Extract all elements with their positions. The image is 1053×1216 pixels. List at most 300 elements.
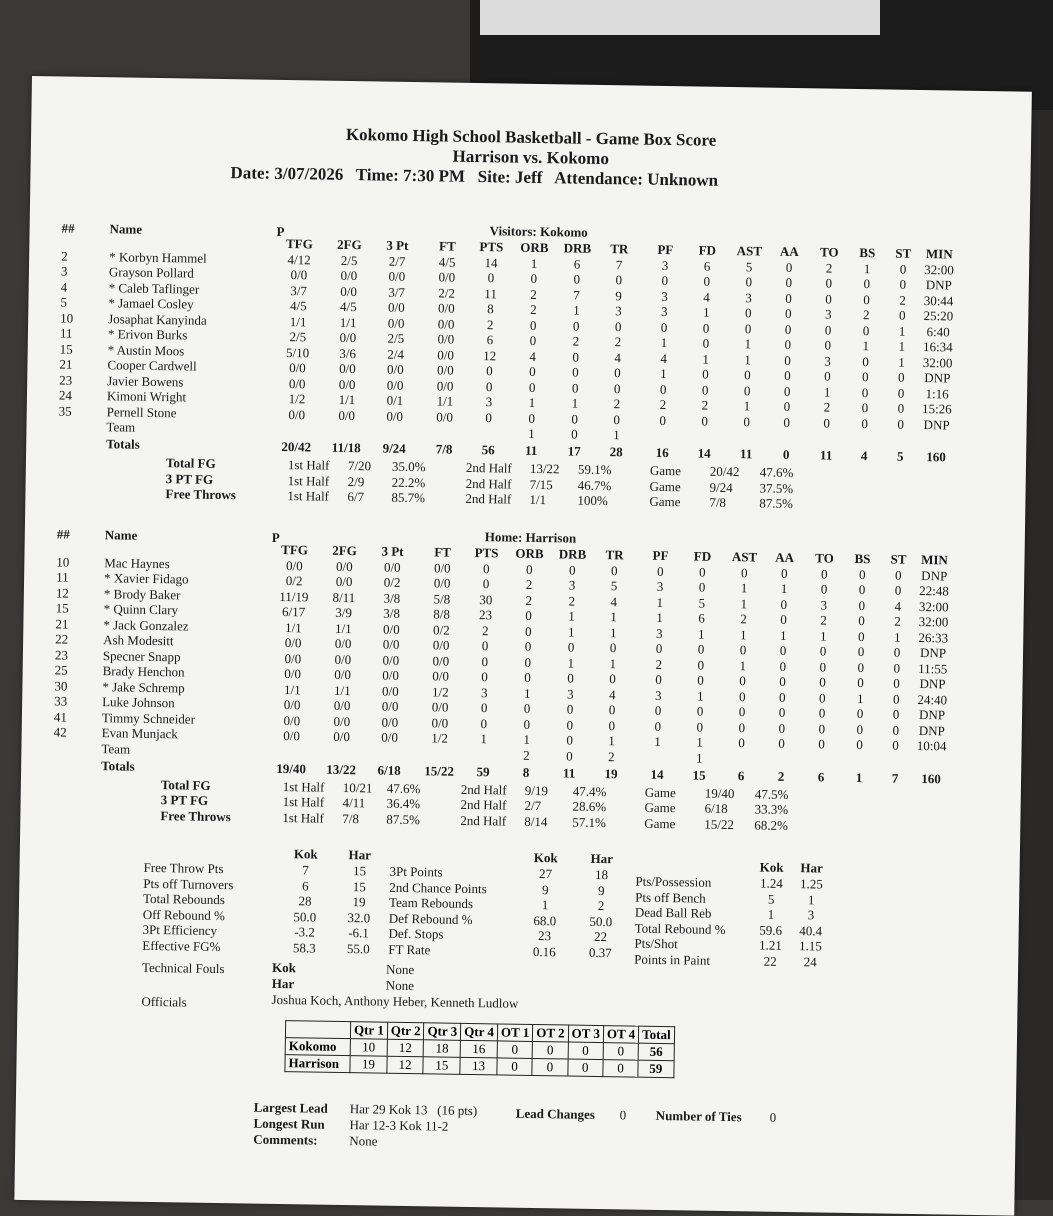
- player-stat: 0: [897, 400, 905, 416]
- player-stat: 0: [485, 378, 493, 394]
- player-stat: 0: [784, 367, 791, 383]
- player-stat: 0/0: [289, 360, 306, 376]
- stat-har-value: 1.15: [798, 938, 822, 954]
- split-value: Game: [644, 815, 676, 831]
- team-row-label: Team: [106, 419, 136, 435]
- player-stat: 0: [523, 716, 531, 732]
- player-stat: 0: [783, 414, 791, 430]
- player-stat: 0/0: [432, 652, 450, 669]
- stat-label: Pts/Possession: [635, 873, 712, 890]
- player-stat: 0: [613, 380, 621, 396]
- stats-header-har: Har: [590, 850, 614, 867]
- player-stat: 1: [863, 260, 871, 276]
- team-drb: 0: [566, 747, 573, 764]
- player-number: 42: [53, 724, 67, 740]
- player-stat: 0: [528, 410, 536, 426]
- totals-stat: 7: [891, 770, 899, 786]
- stat-har-value: 24: [803, 954, 817, 970]
- player-number: 10: [60, 309, 74, 326]
- player-stat: 4/5: [438, 253, 456, 270]
- player-stat: 0: [823, 414, 831, 431]
- player-number: 10: [56, 553, 70, 570]
- quarter-score: 0: [532, 1041, 568, 1059]
- player-stat: 23: [478, 607, 493, 623]
- quarter-score: 10: [350, 1039, 387, 1057]
- player-stat: 2: [820, 612, 827, 628]
- player-stat: 0: [572, 364, 579, 380]
- split-value: Game: [649, 493, 681, 510]
- quarter-scores-table: [284, 1020, 674, 1078]
- totals-stat: 11: [562, 764, 576, 781]
- stat-label: Pts/Shot: [634, 935, 678, 952]
- player-stat: 0: [571, 411, 579, 427]
- player-name: Mac Haynes: [104, 554, 170, 571]
- player-stat: 0: [780, 611, 787, 627]
- player-stat: 1: [819, 627, 827, 644]
- split-value: Game: [649, 462, 682, 479]
- player-stat: 0: [857, 675, 864, 691]
- split-value: 13/22: [529, 460, 560, 477]
- player-stat: 0/0: [339, 360, 356, 377]
- col-header-aa: AA: [775, 549, 795, 566]
- player-stat: 0: [661, 272, 669, 289]
- player-stat: 0: [486, 363, 493, 379]
- totals-stat: 11: [524, 442, 538, 458]
- player-stat: 0: [566, 716, 574, 733]
- player-stat: 0: [863, 276, 871, 292]
- comments-label: Comments:: [253, 1131, 318, 1148]
- player-stat: 1: [739, 657, 747, 673]
- stat-har-value: 19: [352, 894, 366, 910]
- col-header-ft: FT: [434, 544, 452, 560]
- stat-kok-value: 9: [541, 881, 549, 897]
- player-stat: 1/1: [289, 313, 307, 329]
- player-stat: 1: [739, 626, 747, 642]
- split-value: 1/1: [529, 491, 547, 508]
- player-stat: 0: [485, 409, 493, 425]
- box-score-sheet: [14, 76, 1032, 1216]
- player-stat: 3: [824, 352, 831, 369]
- player-stat: 0: [778, 689, 786, 705]
- col-header-ft: FT: [438, 238, 456, 254]
- totals-stat: 15/22: [424, 762, 455, 779]
- stat-kok-value: 5: [767, 891, 775, 907]
- player-stat: 0: [780, 596, 788, 612]
- split-value: 1st Half: [282, 778, 325, 795]
- totals-stat: 11/18: [331, 439, 361, 456]
- col-header-2fg: 2FG: [332, 542, 357, 559]
- player-stat: 26:33: [918, 629, 949, 645]
- technical-har-label: Har: [271, 975, 295, 991]
- split-value: 10/21: [342, 779, 373, 795]
- col-header-min: MIN: [921, 552, 948, 568]
- player-stat: 0/0: [333, 713, 351, 729]
- player-stat: 0/0: [386, 377, 404, 393]
- col-header-st: ST: [895, 245, 912, 261]
- player-stat: 0/0: [432, 668, 450, 684]
- player-stat: 4/5: [339, 298, 357, 315]
- stat-har-value: -6.1: [348, 925, 369, 941]
- col-header-pf: PF: [652, 547, 669, 564]
- player-stat: 0: [897, 416, 905, 432]
- totals-stat: 4: [860, 448, 868, 464]
- player-stat: 0: [614, 365, 621, 381]
- player-stat: 1: [654, 733, 661, 749]
- split-label: Total FG: [165, 455, 216, 471]
- player-stat: 6: [703, 258, 711, 274]
- player-stat: 4: [660, 350, 668, 366]
- player-stat: 4: [529, 348, 537, 364]
- split-value: 68.2%: [754, 816, 789, 833]
- split-value: 7/15: [529, 476, 553, 492]
- player-stat: 0: [739, 642, 747, 658]
- split-value: 4/11: [342, 794, 366, 811]
- player-stat: 2: [614, 334, 622, 350]
- player-stat: 4: [608, 686, 616, 702]
- player-stat: 0: [819, 674, 826, 690]
- player-stat: 0/0: [339, 329, 357, 346]
- player-stat: 0: [862, 353, 869, 369]
- player-stat: 0: [530, 270, 538, 286]
- player-stat: 0: [743, 382, 751, 398]
- player-stat: 0/0: [431, 699, 449, 715]
- player-stat: 3: [656, 578, 664, 594]
- player-stat: 0: [529, 363, 536, 379]
- player-stat: 1: [779, 627, 787, 643]
- col-header-tfg: TFG: [285, 236, 313, 252]
- officials-label: Officials: [141, 993, 187, 1010]
- player-stat: 0/0: [334, 666, 352, 683]
- player-stat: 3/6: [339, 345, 357, 361]
- split-value: 57.1%: [572, 814, 607, 830]
- split-value: 1st Half: [287, 457, 330, 473]
- quarter-header: OT 3: [568, 1025, 604, 1043]
- player-stat: 0/0: [333, 728, 351, 745]
- player-stat: 1: [696, 688, 704, 704]
- player-stat: 3/8: [383, 605, 401, 621]
- largest-lead-value: Har 29 Kok 13 (16 pts): [349, 1101, 478, 1119]
- quarter-header: Qtr 1: [350, 1022, 387, 1040]
- player-name: * Austin Moos: [107, 341, 185, 358]
- player-stat: 3: [824, 306, 832, 322]
- background-wall: [480, 0, 880, 35]
- player-stat: 1: [480, 731, 488, 747]
- col-header-2fg: 2FG: [336, 236, 362, 253]
- player-stat: 0/0: [334, 651, 352, 667]
- player-stat: 1: [740, 595, 748, 611]
- player-stat: 3: [568, 577, 576, 593]
- stat-kok-value: 1.21: [758, 937, 782, 954]
- visitors-team-label: Visitors: Kokomo: [489, 223, 588, 240]
- split-value: 28.6%: [572, 798, 607, 815]
- player-stat: 10:04: [916, 737, 947, 754]
- player-stat: 22:48: [919, 583, 949, 599]
- totals-stat: 13/22: [326, 761, 357, 777]
- split-value: 1st Half: [282, 809, 325, 826]
- player-stat: 0: [697, 672, 704, 688]
- player-name: Grayson Pollard: [108, 264, 194, 281]
- col-header-aa: AA: [779, 243, 799, 260]
- player-stat: 0/0: [283, 728, 301, 744]
- split-value: 1st Half: [287, 472, 330, 489]
- report-title: Kokomo High School Basketball - Game Box Score: [345, 124, 717, 150]
- stat-kok-value: 7: [302, 862, 309, 878]
- player-stat: 1: [567, 654, 575, 671]
- player-number: 30: [54, 677, 68, 694]
- player-name: * Caleb Taflinger: [108, 279, 200, 297]
- comments-value: None: [349, 1133, 378, 1149]
- player-stat: 0: [654, 718, 662, 734]
- stat-label: Def Rebound %: [388, 910, 473, 927]
- player-stat: 0: [525, 561, 533, 577]
- totals-stat: 19: [604, 765, 618, 781]
- col-header-drb: DRB: [563, 240, 592, 256]
- player-stat: 0: [740, 564, 748, 580]
- team-tr: 1: [613, 427, 620, 443]
- stat-har-value: 32.0: [347, 909, 371, 926]
- player-stat: 1/1: [333, 682, 351, 698]
- player-name: Specner Snapp: [102, 647, 181, 664]
- player-stat: 0/0: [431, 714, 449, 731]
- split-value: 1st Half: [282, 794, 325, 810]
- player-stat: 0: [825, 290, 832, 307]
- player-stat: 0: [778, 735, 785, 751]
- player-stat: 0: [568, 561, 576, 578]
- stat-har-value: 15: [352, 863, 367, 879]
- player-name: * Jamael Cosley: [108, 295, 194, 312]
- player-stat: 1: [567, 623, 575, 640]
- player-stat: 0: [523, 700, 531, 716]
- player-stat: 1/1: [339, 314, 357, 330]
- player-stat: 5: [610, 578, 618, 594]
- quarter-score: 13: [460, 1057, 497, 1075]
- player-stat: 0/0: [382, 667, 400, 683]
- quarter-score: 18: [424, 1040, 461, 1058]
- player-stat: 0: [738, 704, 746, 720]
- stat-har-value: 1: [807, 891, 815, 907]
- player-stat: 0/0: [283, 697, 301, 713]
- stat-label: 3Pt Points: [389, 863, 443, 880]
- split-value: 2nd Half: [460, 796, 507, 813]
- player-stat: 0: [893, 644, 901, 660]
- team-row-label: Team: [101, 740, 131, 757]
- player-stat: 0: [898, 369, 905, 385]
- player-stat: 0: [610, 562, 618, 578]
- player-number: 21: [59, 356, 73, 372]
- player-stat: 2: [486, 316, 494, 332]
- player-stat: 0: [703, 273, 711, 289]
- col-header-min: MIN: [925, 246, 953, 262]
- player-stat: 0: [481, 653, 489, 669]
- player-stat: 2/5: [289, 329, 307, 345]
- technical-kok-label: Kok: [271, 959, 296, 975]
- totals-stat: 20/42: [281, 438, 312, 455]
- player-stat: 2/5: [340, 252, 358, 268]
- player-stat: 1: [528, 394, 536, 410]
- totals-stat: 0: [782, 446, 790, 462]
- split-value: 8/14: [524, 813, 548, 829]
- split-value: 9/19: [524, 782, 549, 798]
- player-stat: 0: [894, 582, 902, 598]
- player-number: 2: [61, 247, 68, 264]
- player-stat: 4: [894, 598, 902, 614]
- stat-kok-value: 22: [763, 953, 777, 969]
- player-stat: 0/0: [388, 268, 406, 284]
- split-value: 7/8: [709, 494, 727, 510]
- player-number: 33: [54, 693, 68, 709]
- split-value: 35.0%: [391, 458, 426, 475]
- stat-label: Free Throw Pts: [143, 859, 224, 877]
- officials-value: Joshua Koch, Anthony Heber, Kenneth Ludlow: [271, 991, 519, 1011]
- player-stat: 0: [529, 317, 537, 333]
- col-header-bs: BS: [854, 550, 871, 567]
- player-stat: 0: [784, 352, 792, 368]
- player-stat: 3: [655, 625, 663, 641]
- stats-header-har: Har: [800, 860, 823, 876]
- split-value: 22.2%: [391, 474, 426, 490]
- player-stat: 0: [780, 565, 788, 581]
- player-stat: 2: [530, 301, 537, 317]
- player-stat: 1: [568, 608, 575, 624]
- split-value: 2nd Half: [460, 812, 507, 829]
- player-stat: 1/2: [431, 730, 449, 746]
- stat-kok-value: 0.16: [532, 943, 556, 960]
- player-number: 12: [55, 584, 70, 601]
- player-stat: 2/5: [387, 330, 405, 346]
- totals-stat: 8: [522, 764, 530, 780]
- player-stat: 0: [858, 613, 865, 629]
- player-stat: 0: [482, 576, 490, 592]
- player-stat: 0: [480, 700, 488, 716]
- split-label: 3 PT FG: [160, 792, 209, 808]
- player-stat: 2: [894, 613, 901, 629]
- player-stat: 0: [778, 704, 786, 720]
- player-number: 3: [60, 263, 68, 279]
- totals-stat: 11: [819, 447, 833, 463]
- stat-har-value: 1.25: [799, 876, 823, 892]
- stat-har-value: 18: [594, 866, 609, 883]
- player-stat: 1: [898, 354, 905, 370]
- player-stat: 5/8: [433, 590, 451, 607]
- split-value: 6/18: [704, 800, 728, 817]
- stat-kok-value: 27: [538, 866, 553, 882]
- col-header-3pt: 3 Pt: [381, 543, 404, 559]
- player-stat: 0: [898, 307, 906, 323]
- split-value: 19/40: [704, 785, 735, 801]
- split-label: Free Throws: [165, 486, 236, 503]
- player-stat: 32:00: [918, 613, 949, 630]
- totals-stat: 11: [739, 446, 753, 462]
- player-stat: 1: [571, 395, 579, 411]
- player-stat: 0: [818, 689, 826, 706]
- player-stat: 0: [824, 368, 831, 384]
- stat-label: Total Rebounds: [142, 891, 225, 908]
- stat-kok-value: 1: [767, 906, 775, 922]
- col-header-tr: TR: [605, 547, 624, 563]
- player-stat: 2: [740, 611, 747, 627]
- quarter-score: 0: [497, 1058, 533, 1076]
- col-header-ast: AST: [736, 243, 763, 259]
- player-stat: 1: [740, 580, 748, 596]
- player-stat: 0/0: [335, 573, 353, 590]
- player-stat: 1/1: [284, 619, 302, 635]
- player-stat: 1: [703, 304, 710, 320]
- player-stat: 0: [566, 701, 574, 717]
- player-stat: 9: [615, 287, 622, 303]
- player-stat: 3: [566, 685, 574, 702]
- player-number: 21: [55, 615, 69, 632]
- player-stat: 0: [528, 379, 536, 395]
- player-stat: 0: [899, 261, 907, 277]
- player-stat: 0: [481, 638, 489, 654]
- quarter-header: Qtr 3: [424, 1023, 461, 1041]
- split-value: 20/42: [709, 463, 740, 480]
- totals-stat: 6/18: [377, 762, 401, 778]
- player-stat: 0/2: [285, 573, 303, 589]
- player-stat: 0: [857, 659, 865, 675]
- player-name: * Brody Baker: [103, 585, 181, 602]
- player-stat: DNP: [918, 707, 946, 723]
- player-stat: 0/0: [284, 666, 302, 682]
- player-stat: 1/1: [283, 681, 301, 697]
- player-stat: 2: [659, 396, 667, 413]
- player-stat: 32:00: [924, 261, 955, 278]
- player-stat: 4: [703, 289, 710, 305]
- player-stat: 0/0: [433, 559, 451, 576]
- stat-har-value: 2: [597, 898, 605, 914]
- player-stat: 0: [819, 643, 827, 659]
- player-number: 35: [58, 402, 72, 419]
- player-stat: 3: [661, 288, 668, 304]
- stat-har-value: 0.37: [588, 944, 612, 961]
- quarter-score: 0: [603, 1060, 639, 1078]
- player-stat: 24:40: [917, 691, 948, 707]
- player-stat: 0: [571, 380, 579, 396]
- player-stat: 2/7: [388, 253, 406, 269]
- quarter-header: Qtr 4: [461, 1023, 498, 1041]
- split-value: 2nd Half: [465, 490, 512, 507]
- player-stat: DNP: [923, 416, 950, 432]
- totals-stat: 2: [777, 768, 785, 784]
- player-stat: 1: [780, 580, 788, 596]
- col-header-position: P: [276, 223, 285, 239]
- player-stat: 0: [482, 560, 490, 576]
- col-header-3pt: 3 Pt: [386, 237, 409, 253]
- player-stat: 0: [779, 658, 787, 674]
- player-stat: 1: [573, 302, 580, 318]
- player-stat: 0: [524, 623, 532, 639]
- player-stat: 1/1: [436, 393, 454, 409]
- player-stat: 0/0: [381, 698, 399, 714]
- player-stat: 3/7: [388, 284, 406, 300]
- split-value: 2nd Half: [465, 475, 512, 492]
- player-stat: 0: [785, 274, 793, 290]
- player-number: 25: [54, 662, 68, 678]
- player-stat: 2: [568, 592, 576, 609]
- player-number: 23: [59, 371, 73, 388]
- player-stat: 11/19: [279, 588, 309, 604]
- player-stat: 0: [738, 719, 746, 735]
- player-stat: 0: [480, 715, 488, 731]
- col-header-tfg: TFG: [281, 541, 309, 558]
- totals-stat: 14: [650, 766, 664, 782]
- player-stat: 0/0: [437, 346, 455, 363]
- stat-kok-value: -3.2: [294, 924, 315, 940]
- player-stat: 0: [818, 736, 825, 752]
- col-header-name: Name: [109, 221, 143, 237]
- player-stat: 0: [655, 640, 663, 656]
- player-stat: 0: [779, 673, 786, 689]
